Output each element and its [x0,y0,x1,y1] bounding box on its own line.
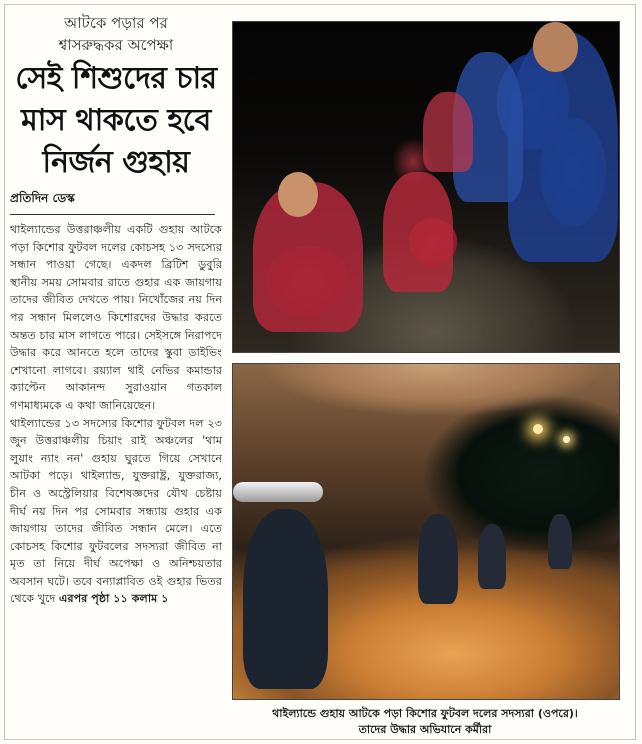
paragraph [10,415,222,609]
continuation-note: এরপর পৃষ্ঠা ১১ কলাম ১ [58,592,169,606]
headline-line: সেই শিশুদের চার [15,61,217,96]
caption-line: থাইল্যান্ডে গুহায় আটকে পড়া কিশোর ফুটবল দলের সদস্যরা (ওপরে)। [272,707,578,720]
caption-line: তাদের উদ্ধার অভিযানে কর্মীরা [358,723,492,736]
kicker [10,12,222,56]
divider [10,214,215,215]
byline: প্রতিদিন ডেস্ক [10,191,75,205]
cave-boys-photo [232,21,620,353]
photo-figure [423,92,473,172]
photo-figure [278,172,318,217]
rescue-workers-photo [232,363,620,700]
photo-figure [243,509,328,689]
headline-line: নির্জন গুহায় [42,145,190,180]
photo-figure [418,514,458,604]
photo-tank [233,482,323,502]
paragraph: থাইল্যান্ডের উত্তরাঞ্চলীয় একটি গুহায় আটকে পড়া কিশোর ফুটবল দলের কোচসহ ১৩ সদস্যের সন্ধান পাওয়া গেছে। একদল ব্রিটিশ ডুবুরি স্থানীয় সময় সোমবার রাতে গুহার এক জায়গায় তাদের জীবিত দেখতে পায়। নিখোঁজের নয় দিন পর সন্ধান মিললেও কিশোরদের উদ্ধার করতে অন্তত চার মাস লাগতে পারে। সেইসঙ্গে নিরাপদে উদ্ধার করে আনতে হলে তাদের স্কুবা ডাইভিং শেখানো লাগবে। রয়্যাল থাই নেভির কমান্ডার ক্যাপ্টেন আকানন্দ সুরাওয়ান গতকাল গণমাধ্যমকে এ কথা জানিয়েছেন। [10,223,222,412]
photo-figure [478,524,506,589]
photo-figure [548,514,572,569]
headline [10,58,222,184]
photo-lights [563,436,570,443]
article-body [10,221,222,608]
article-column [10,12,222,608]
paragraph-text: থাইল্যান্ডের ১৩ সদস্যের কিশোর ফুটবল দল ২৩ জুন উত্তরাঞ্চলীয় চিয়াং রাই অঞ্চলের 'থাম লুয়াং ন্যাং নন' গুহায় ঘুরতে গিয়ে সেখানে আটকা পড়ে। থাইল্যান্ড, যুক্তরাষ্ট্র, যুক্তরাজ্য, চীন ও অস্ট্রেলিয়ার বিশেষজ্ঞদের যৌথ চেষ্টায় দীর্ঘ নয় দিন পর সোমবার সন্ধ্যায় গুহার এক জায়গায় তাদের জীবিত সন্ধান মেলে। এতে কোচসহ কিশোর ফুটবলের সদস্যরা জীবিত না মৃত তা নিয়ে দীর্ঘ অপেক্ষা ও অনিশ্চয়তার অবসান ঘটে। তবে বন্যাপ্লাবিত ওই গুহার ভিতর থেকে খুদে [10,416,222,606]
photo-figure [533,22,578,72]
kicker-line: আটকে পড়ার পর [64,14,168,32]
photo-lights [533,424,543,434]
photo-caption [232,706,618,738]
headline-line: মাস থাকতে হবে [21,103,211,138]
photo-figure [383,172,453,292]
kicker-line: শ্বাসরুদ্ধকর অপেক্ষা [58,36,174,54]
